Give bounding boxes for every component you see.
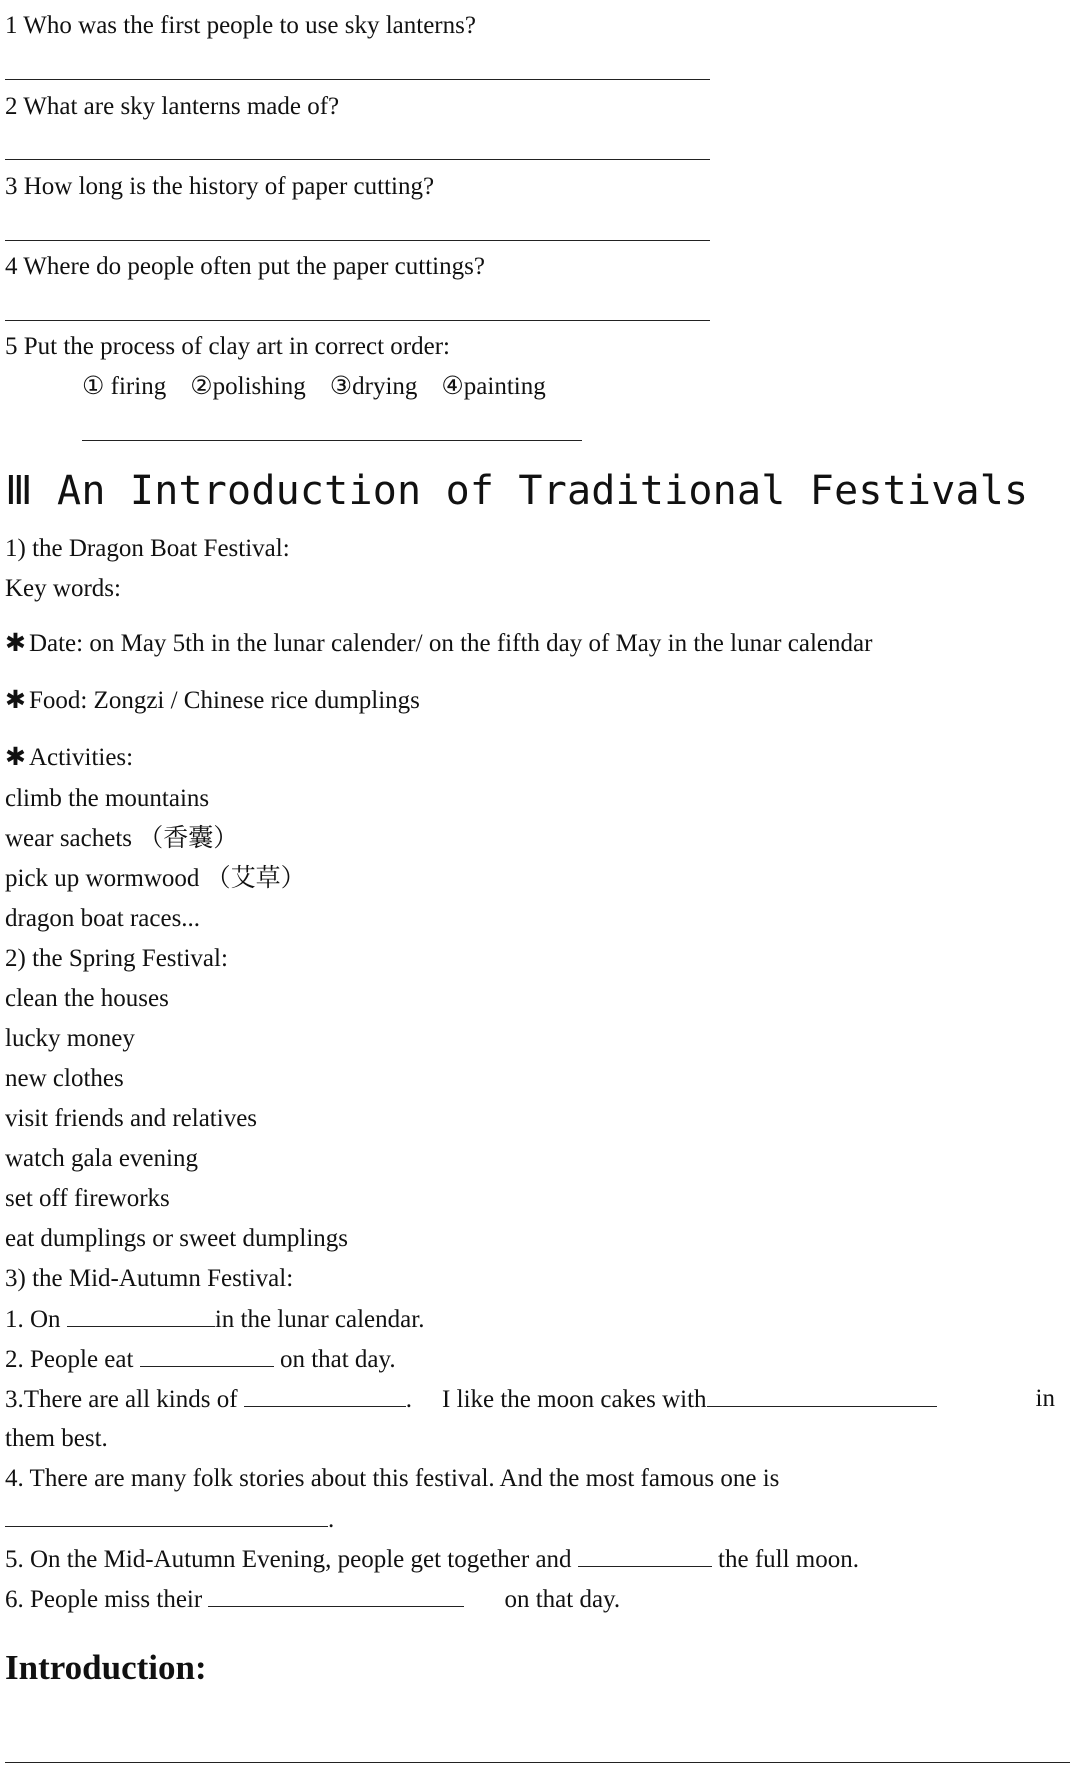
spring-item: clean the houses xyxy=(5,985,169,1012)
spring-item: lucky money xyxy=(5,1025,135,1052)
fill-blank[interactable] xyxy=(140,1344,274,1367)
question-2: 2 What are sky lanterns made of? xyxy=(5,93,340,120)
star-icon: ✱ xyxy=(5,630,26,657)
mid-autumn-sentence-4: 4. There are many folk stories about this festival. And the most famous one is xyxy=(5,1465,780,1492)
star-icon: ✱ xyxy=(5,687,26,714)
activity-item: pick up wormwood （艾草） xyxy=(5,865,306,892)
question-3: 3 How long is the history of paper cutting? xyxy=(5,173,435,200)
sentence-text: the full moon. xyxy=(711,1546,860,1573)
question-1: 1 Who was the first people to use sky lanterns? xyxy=(5,12,476,39)
sentence-text: 1. On xyxy=(5,1306,67,1333)
date-keyword xyxy=(5,629,872,659)
clay-option-painting: ④painting xyxy=(441,373,546,400)
sentence-text: in xyxy=(1035,1385,1055,1412)
star-icon: ✱ xyxy=(5,744,26,771)
activity-item: wear sachets （香囊） xyxy=(5,825,239,852)
answer-line-4[interactable] xyxy=(5,320,710,321)
sentence-text: . xyxy=(405,1386,413,1413)
spring-festival-title: 2) the Spring Festival: xyxy=(5,945,228,972)
food-keyword xyxy=(5,686,420,716)
clay-option-drying: ③drying xyxy=(329,373,418,400)
activities-label: Activities: xyxy=(28,744,134,771)
clay-order-options xyxy=(82,372,546,402)
mid-autumn-title: 3) the Mid-Autumn Festival: xyxy=(5,1265,294,1292)
sentence-text: . xyxy=(328,1506,335,1533)
clay-option-firing: ① firing xyxy=(82,373,167,400)
answer-line-5[interactable] xyxy=(82,440,582,441)
spring-item: watch gala evening xyxy=(5,1145,198,1172)
spring-item: new clothes xyxy=(5,1065,124,1092)
mid-autumn-sentence-5 xyxy=(5,1544,859,1575)
sentence-text: 3.There are all kinds of xyxy=(5,1386,244,1413)
fill-blank[interactable] xyxy=(578,1544,712,1567)
spring-item: eat dumplings or sweet dumplings xyxy=(5,1225,349,1252)
spring-item: set off fireworks xyxy=(5,1185,170,1212)
activities-keyword xyxy=(5,743,133,773)
sentence-text: 2. People eat xyxy=(5,1346,140,1373)
mid-autumn-sentence-4-cont xyxy=(5,1504,334,1535)
sentence-text: on that day. xyxy=(504,1586,621,1613)
fill-blank[interactable] xyxy=(67,1304,215,1327)
sentence-text: 6. People miss their xyxy=(5,1586,209,1613)
introduction-answer-line[interactable] xyxy=(5,1762,1070,1763)
question-5: 5 Put the process of clay art in correct order: xyxy=(5,333,450,360)
answer-line-3[interactable] xyxy=(5,240,710,241)
mid-autumn-sentence-1 xyxy=(5,1304,424,1335)
date-text: Date: on May 5th in the lunar calender/ on the fifth day of May in the lunar calendar xyxy=(28,630,873,657)
question-4: 4 Where do people often put the paper cuttings? xyxy=(5,253,485,280)
dragon-boat-title: 1) the Dragon Boat Festival: xyxy=(5,535,290,562)
clay-option-polishing: ②polishing xyxy=(190,373,306,400)
activity-item: dragon boat races... xyxy=(5,905,201,932)
fill-blank[interactable] xyxy=(244,1384,406,1407)
sentence-text: 5. On the Mid-Autumn Evening, people get together and xyxy=(5,1546,578,1573)
mid-autumn-sentence-6 xyxy=(5,1584,620,1615)
food-text: Food: Zongzi / Chinese rice dumplings xyxy=(28,687,420,714)
activity-item: climb the mountains xyxy=(5,785,210,812)
mid-autumn-sentence-2 xyxy=(5,1344,396,1375)
spring-item: visit friends and relatives xyxy=(5,1105,258,1132)
sentence-text: them best. xyxy=(5,1425,108,1452)
fill-blank[interactable] xyxy=(5,1504,328,1527)
answer-line-2[interactable] xyxy=(5,159,710,160)
sentence-text: in the lunar calendar. xyxy=(214,1306,425,1333)
section-heading: Ⅲ An Introduction of Traditional Festivals xyxy=(5,468,1029,514)
fill-blank[interactable] xyxy=(208,1584,464,1607)
sentence-text: I like the moon cakes with xyxy=(442,1386,707,1413)
answer-line-1[interactable] xyxy=(5,79,710,80)
mid-autumn-sentence-3 xyxy=(5,1384,1055,1415)
introduction-label: Introduction: xyxy=(5,1648,207,1687)
sentence-text: on that day. xyxy=(273,1346,396,1373)
fill-blank[interactable] xyxy=(707,1384,937,1407)
key-words-label: Key words: xyxy=(5,575,121,602)
